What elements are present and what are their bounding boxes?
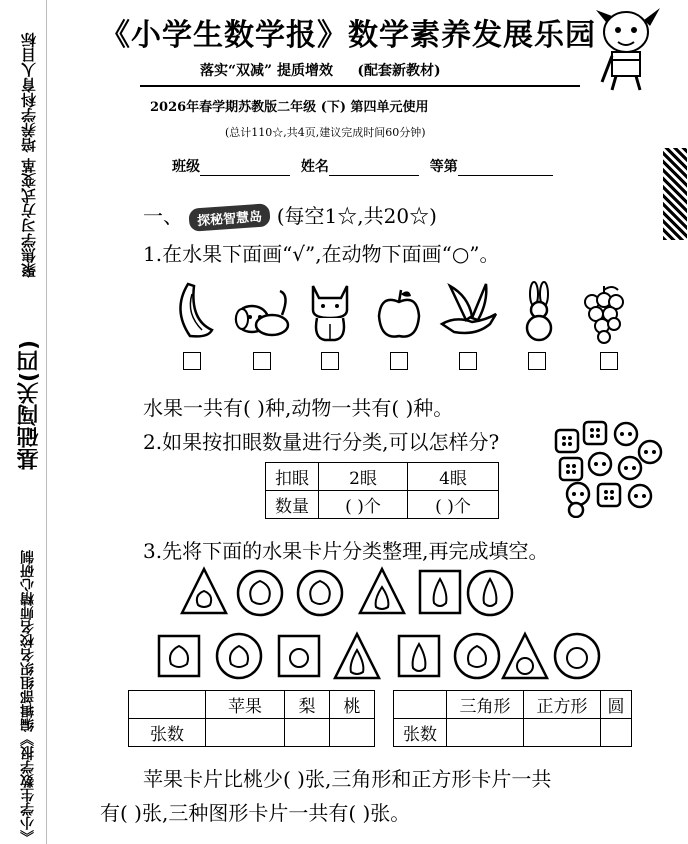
fruit-cards-row-2 [155, 630, 605, 682]
section1-heading [143, 200, 437, 229]
answer-box-1[interactable] [183, 352, 201, 370]
buttons-illustration [550, 418, 665, 518]
q2-header-2: 4眼 [408, 463, 499, 491]
q1-text: 1.在水果下面画“√”,在动物下面画“○”。 [143, 242, 500, 266]
sidebar-divider [46, 0, 47, 844]
answer-box-7[interactable] [600, 352, 618, 370]
q3-t2-header-square: 正方形 [524, 691, 601, 719]
q2-row-label: 数量 [266, 491, 319, 519]
student-fields [172, 156, 553, 176]
answer-box-3[interactable] [321, 352, 339, 370]
q2-header-0: 扣眼 [266, 463, 319, 491]
q2-text: 2.如果按扣眼数量进行分类,可以怎样分? [143, 430, 500, 454]
q3-t2-header-circle: 圆 [601, 691, 632, 719]
answer-box-6[interactable] [528, 352, 546, 370]
time-note: (总计110☆,共4页,建议完成时间60分钟) [225, 126, 426, 139]
subtitle-left: 落实“双减” 提质增效 [200, 63, 333, 79]
q2-header-1: 2眼 [319, 463, 408, 491]
q2-answer-4eye[interactable]: ( )个 [408, 491, 499, 519]
q3-t1-cell-apple[interactable] [206, 719, 285, 747]
name-input[interactable] [329, 161, 419, 176]
banana-icon [168, 280, 216, 340]
q3-text: 3.先将下面的水果卡片分类整理,再完成填空。 [143, 539, 549, 563]
header-rule [140, 85, 580, 87]
section1-score: (每空1☆,共20☆) [276, 204, 437, 228]
mascot-icon [588, 2, 666, 92]
sidebar-mid-text: 基础闯关(四) [17, 339, 42, 470]
q1-answer: 水果一共有( )种,动物一共有( )种。 [143, 396, 454, 420]
fruit-cards-row-1 [180, 565, 520, 617]
class-label: 班级 [172, 159, 200, 175]
class-input[interactable] [200, 161, 290, 176]
q2-table [265, 462, 499, 519]
q3-t2-cell-circle[interactable] [601, 719, 632, 747]
q3-answer-line-2: 有( )张,三种图形卡片一共有( )张。 [100, 801, 411, 825]
page-title: 《小学生数学报》数学素养发展乐园 [100, 18, 596, 53]
rabbit-icon [518, 280, 560, 342]
q3-t1-header-peach: 桃 [330, 691, 375, 719]
q3-t1-row-label: 张数 [129, 719, 206, 747]
q3-t2-corner [394, 691, 447, 719]
q3-t1-header-pear: 梨 [285, 691, 330, 719]
grade-input[interactable] [458, 161, 553, 176]
q3-shape-table [393, 690, 632, 747]
sidebar-bottom-text: 《小学生数学报》编辑部组织名校名师精心研制 [20, 550, 36, 844]
grapes-icon [580, 284, 628, 344]
bird-icon [436, 280, 502, 340]
q3-t2-cell-triangle[interactable] [447, 719, 524, 747]
q3-t1-cell-peach[interactable] [330, 719, 375, 747]
dog-icon [230, 285, 292, 340]
q2-answer-2eye[interactable]: ( )个 [319, 491, 408, 519]
section1-num: 一、 [143, 204, 183, 228]
section1-badge: 探秘智慧岛 [189, 203, 271, 232]
q3-t2-cell-square[interactable] [524, 719, 601, 747]
edition-line: 2026年春学期苏教版二年级 (下) 第四单元使用 [150, 100, 429, 115]
subtitle [200, 60, 441, 80]
subtitle-right: (配套新教材) [357, 63, 441, 79]
q3-answer-line-1: 苹果卡片比桃少( )张,三角形和正方形卡片一共 [143, 767, 552, 791]
q3-t2-header-triangle: 三角形 [447, 691, 524, 719]
sidebar-top-text: 聚焦学习方式变革 培养学科育人目标 [20, 32, 38, 278]
q3-t1-corner [129, 691, 206, 719]
answer-box-4[interactable] [390, 352, 408, 370]
q3-fruit-table [128, 690, 375, 747]
apple-icon [375, 288, 423, 342]
name-label: 姓名 [300, 159, 329, 175]
q3-t1-cell-pear[interactable] [285, 719, 330, 747]
q3-t2-row-label: 张数 [394, 719, 447, 747]
answer-box-2[interactable] [253, 352, 271, 370]
q3-t1-header-apple: 苹果 [206, 691, 285, 719]
answer-box-5[interactable] [459, 352, 477, 370]
cat-icon [305, 280, 355, 342]
qr-code-icon [663, 148, 687, 240]
grade-label: 等第 [429, 159, 458, 175]
